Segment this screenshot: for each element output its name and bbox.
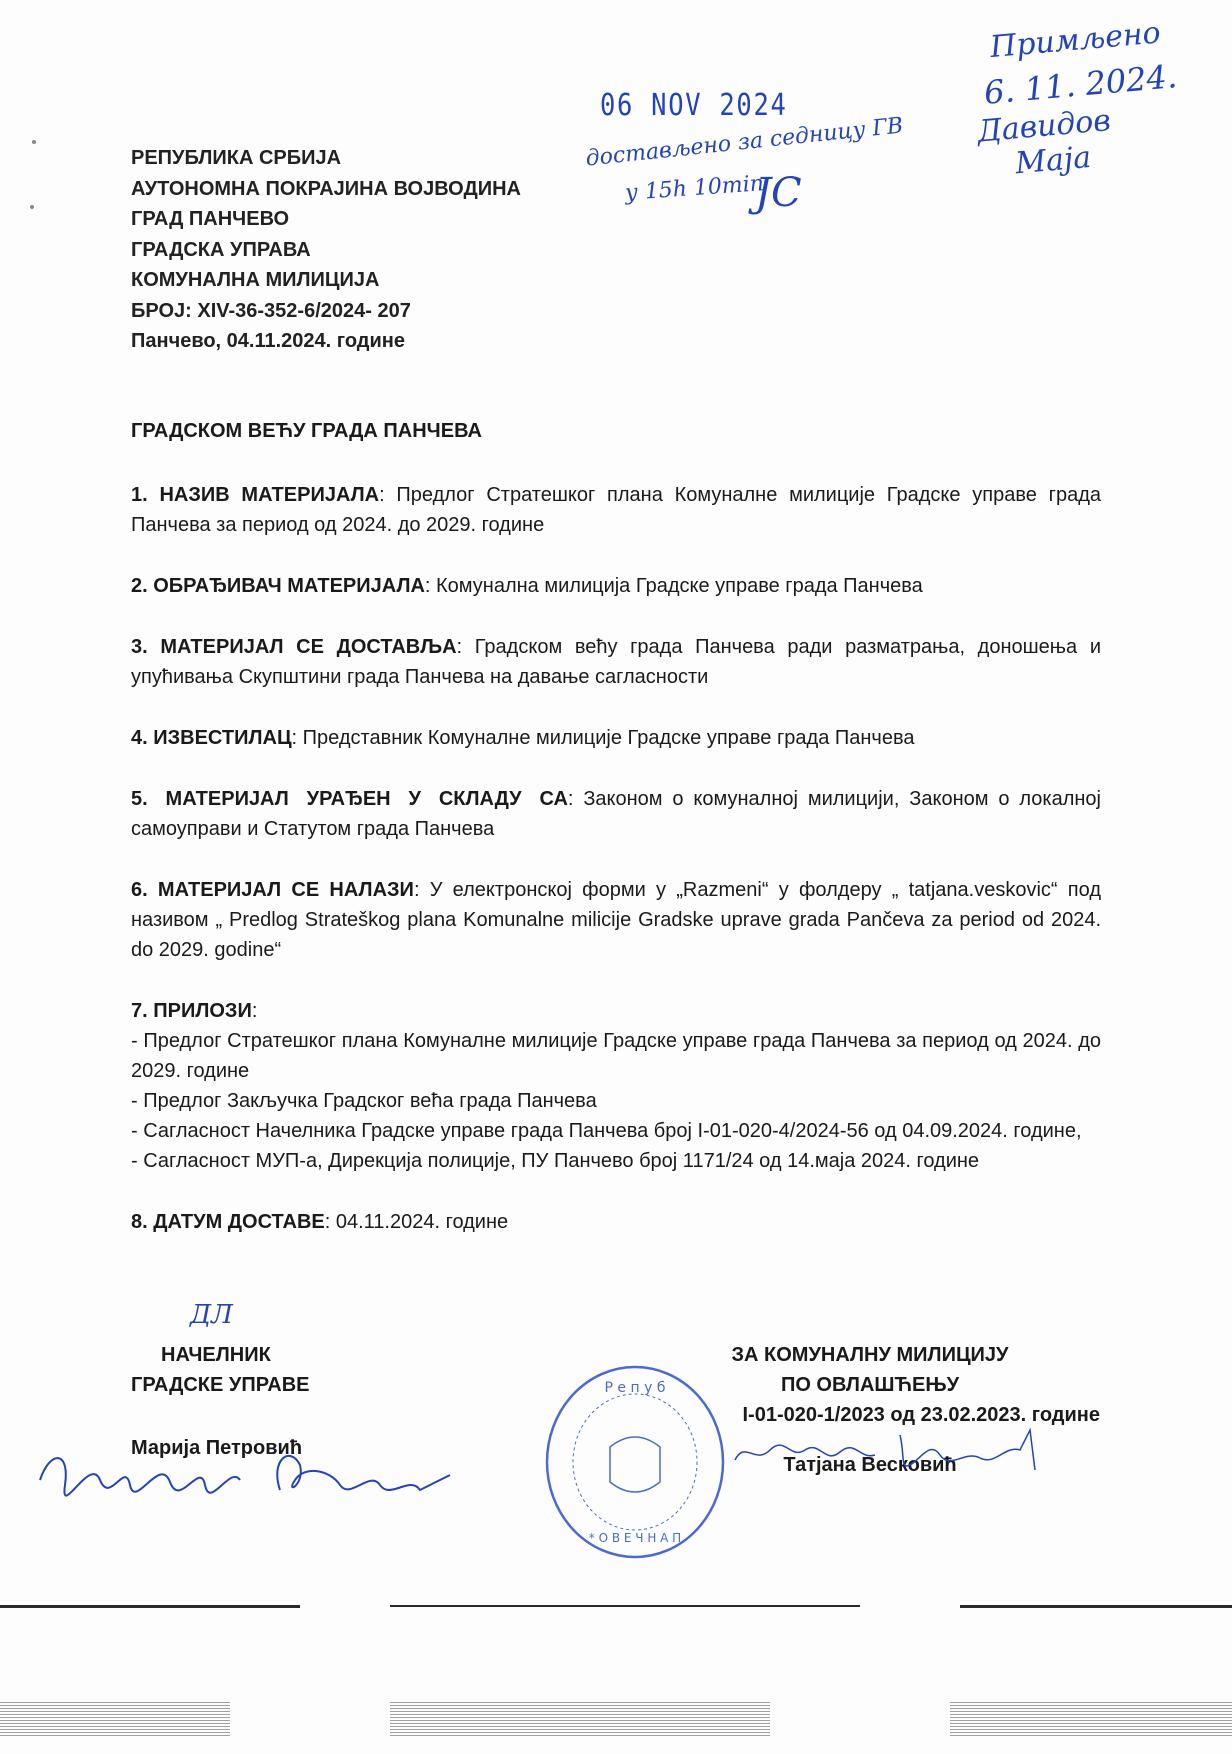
handwritten-initials: ЈС [755, 170, 802, 216]
letterhead [131, 143, 521, 357]
item-text: : Законом о комуналној милицији, Законом о локалној самоуправи и Статутом града Панчева [131, 788, 1101, 840]
authorization-reference: I-01-020-1/2023 од 23.02.2023. године [742, 1404, 1100, 1426]
signatory-title: ПО ОВЛАШЋЕЊУ [780, 1374, 960, 1396]
letterhead-line: КОМУНАЛНА МИЛИЦИЈА [131, 269, 380, 291]
item-text: : Предлог Стратешког плана Комуналне милиције Градске управе града Панчева за период од 2024. до 2029. године [131, 484, 1101, 536]
attachments-list [131, 1026, 1101, 1176]
item [131, 875, 1101, 965]
item [131, 784, 1101, 844]
delivery-date [131, 1207, 1101, 1237]
item-text: : Представник Комуналне милиције Градске управе града Панчева [291, 727, 915, 749]
receipt-line: Маја [1013, 139, 1093, 182]
document-date: Панчево, 04.11.2024. године [131, 330, 405, 352]
attachments-section [131, 996, 1101, 1176]
item [131, 480, 1101, 540]
item-text: : Градском већу града Панчева ради разматрања, доношења и упућивања Скупштини града Панчева на давање сагласности [131, 636, 1101, 688]
attachments-colon: : [251, 1000, 258, 1022]
document-body [131, 480, 1101, 1237]
addressee: ГРАДСКОМ ВЕЋУ ГРАДА ПАНЧЕВА [131, 420, 482, 442]
attachments-label: 7. ПРИЛОЗИ [131, 1000, 252, 1022]
letterhead-line: ГРАДСКА УПРАВА [131, 238, 311, 261]
handwritten-receipt [975, 14, 1185, 182]
received-stamp [584, 88, 905, 216]
document-number: БРОЈ: XIV-36-352-6/2024- 207 [131, 299, 411, 322]
approval-initials: ДЛ [190, 1300, 233, 1330]
item [131, 571, 1101, 601]
item-label: 1. НАЗИВ МАТЕРИЈАЛА [131, 484, 380, 506]
letterhead-line: ГРАД ПАНЧЕВО [131, 208, 290, 230]
attachment-item: - Предлог Стратешког плана Комуналне милиције Градске управе града Панчева за период од 2024. до 2029. године [131, 1030, 1101, 1082]
item-label: 6. МАТЕРИЈАЛ СЕ НАЛАЗИ [131, 879, 414, 901]
item-label: 3. МАТЕРИЈАЛ СЕ ДОСТАВЉА [131, 636, 457, 658]
letterhead-line: РЕПУБЛИКА СРБИЈА [131, 147, 342, 169]
coat-of-arms-icon [610, 1437, 660, 1492]
handwritten-note: достављено за седницу ГВ [584, 113, 905, 172]
delivery-text: : 04.11.2024. године [324, 1211, 509, 1233]
official-seal [540, 1362, 730, 1562]
attachment-item: - Сагласност МУП-а, Дирекција полиције, ПУ Панчево број 1171/24 од 14.маја 2024. године [131, 1150, 980, 1172]
handwritten-signature-right [730, 1420, 1060, 1480]
scan-noise [950, 1700, 1232, 1736]
scan-artifact-line [390, 1605, 860, 1607]
delivery-label: 8. ДАТУМ ДОСТАВЕ [131, 1211, 325, 1233]
attachment-item: - Сагласност Начелника Градске управе града Панчева број I-01-020-4/2024-56 од 04.09.2024. године, [131, 1120, 1082, 1142]
scan-speck [30, 205, 34, 209]
signatory-name: Марија Петровић [131, 1437, 303, 1459]
seal-text: Р е п у б [604, 1380, 666, 1396]
scan-artifact-line [960, 1605, 1232, 1608]
attachment-item: - Предлог Закључка Градског већа града Панчева [131, 1090, 597, 1112]
signatory-title: ГРАДСКЕ УПРАВЕ [131, 1374, 310, 1396]
scan-noise [0, 1700, 230, 1736]
signatory-title: НАЧЕЛНИК [161, 1344, 271, 1366]
letterhead-line: АУТОНОМНА ПОКРАЈИНА ВОЈВОДИНА [131, 177, 521, 200]
item-label: 5. МАТЕРИЈАЛ УРАЂЕН У СКЛАДУ СА [131, 788, 568, 810]
item [131, 723, 1101, 753]
signatory-name: Татјана Весковић [783, 1454, 957, 1476]
item-label: 2. ОБРАЂИВАЧ МАТЕРИЈАЛА [131, 575, 425, 597]
stamp-date: 06 NOV 2024 [600, 88, 788, 123]
receipt-line: Давидов [975, 103, 1113, 150]
scan-speck [32, 140, 36, 144]
receipt-line: Примљено [988, 15, 1163, 66]
item-text: : Комунална милиција Градске управе града Панчева [424, 575, 923, 597]
signatory-title: ЗА КОМУНАЛНУ МИЛИЦИЈУ [731, 1344, 1009, 1366]
handwritten-time: у 15h 10min [624, 171, 765, 206]
item-text: : У електронској форми у „Razmeni“ у фолдеру „ tatjana.veskovic“ под називом „ Predlog Strateškog plana Komunalne milicije Gradske uprave grada Pančeva za period od 2024. do 2029. godine“ [131, 879, 1101, 961]
scan-noise [390, 1700, 770, 1736]
seal-text: * О В Е Ч Н А П [588, 1531, 682, 1545]
item [131, 632, 1101, 692]
handwritten-signature-left [30, 1440, 470, 1510]
item-label: 4. ИЗВЕСТИЛАЦ [131, 727, 292, 749]
receipt-date: 6. 11. 2024. [982, 57, 1179, 112]
scan-artifact-line [0, 1605, 300, 1608]
